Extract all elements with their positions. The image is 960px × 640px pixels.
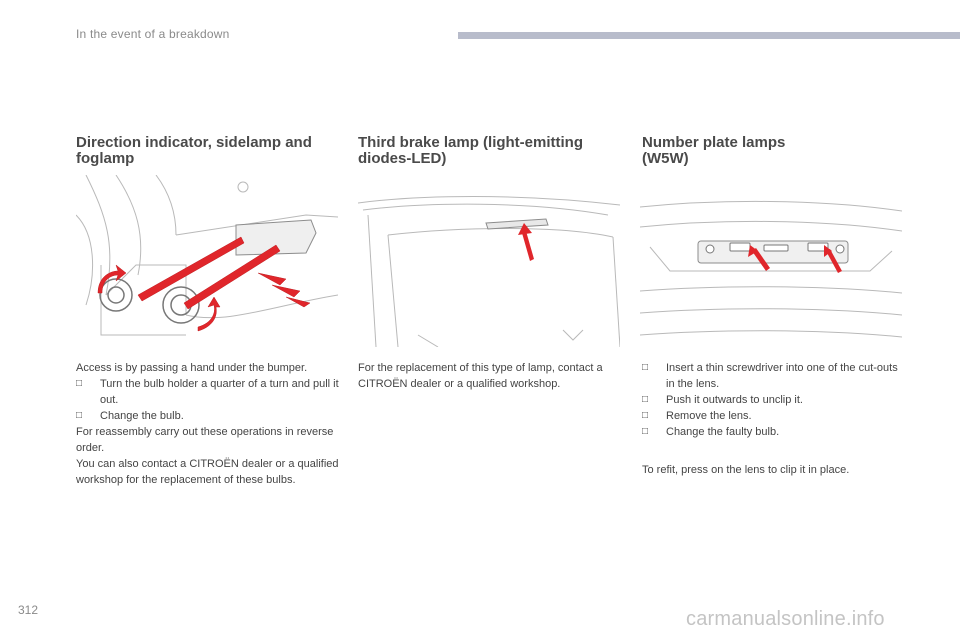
section-title — [642, 135, 907, 167]
bullet-item — [76, 408, 341, 424]
figure-third-brake-lamp — [358, 175, 620, 347]
bullet-item — [642, 424, 907, 440]
intro-paragraph: Access is by passing a hand under the bumper. — [76, 362, 308, 374]
bullet-square-icon: □ — [76, 378, 83, 389]
header-bar — [458, 32, 960, 39]
section-third-brake-lamp — [358, 135, 623, 167]
page-number: 312 — [18, 603, 39, 617]
section-title-line1: Third brake lamp (light-emitting — [358, 134, 584, 151]
header-title: In the event of a breakdown — [76, 27, 230, 41]
bumper-illustration — [76, 175, 338, 347]
bullet-text: Remove the lens. — [666, 410, 752, 422]
bullet-text: Change the faulty bulb. — [666, 426, 780, 438]
figure-number-plate-lamps — [640, 175, 902, 347]
paragraph: For reassembly carry out these operations in reverse order. — [76, 426, 334, 454]
bullet-square-icon: □ — [642, 426, 649, 437]
bullet-square-icon: □ — [642, 410, 649, 421]
section-direction-indicator-text — [76, 360, 341, 488]
paragraph: To refit, press on the lens to clip it in place. — [642, 464, 850, 476]
red-arrow-icons — [98, 237, 310, 331]
bullet-square-icon: □ — [76, 410, 83, 421]
section-third-brake-lamp-text — [358, 360, 623, 392]
paragraph: You can also contact a CITROËN dealer or a qualified workshop for the replacement of these bulbs. — [76, 458, 339, 486]
number-plate-illustration — [640, 175, 902, 347]
bullet-item — [642, 360, 907, 392]
section-number-plate-lamps-text — [642, 360, 907, 478]
bullet-square-icon: □ — [642, 362, 649, 373]
section-title — [358, 135, 623, 167]
section-title-line2: diodes-LED) — [358, 150, 447, 167]
bullet-item — [642, 392, 907, 408]
watermark: carmanualsonline.info — [686, 608, 885, 630]
figure-bumper-bulb-holder — [76, 175, 338, 347]
section-title-line1: Number plate lamps — [642, 134, 786, 151]
bullet-square-icon: □ — [642, 394, 649, 405]
paragraph: For the replacement of this type of lamp, contact a CITROËN dealer or a qualified workshop. — [358, 362, 603, 390]
bullet-item — [642, 408, 907, 424]
section-direction-indicator — [76, 135, 341, 167]
bullet-text: Insert a thin screwdriver into one of the cut-outs in the lens. — [666, 362, 898, 390]
section-title — [76, 135, 341, 167]
section-title-line2: foglamp — [76, 150, 135, 167]
bullet-text: Turn the bulb holder a quarter of a turn and pull it out. — [100, 378, 339, 406]
bullet-text: Change the bulb. — [100, 410, 184, 422]
section-title-line2: (W5W) — [642, 150, 689, 167]
section-number-plate-lamps — [642, 135, 907, 167]
tailgate-illustration — [358, 175, 620, 347]
bullet-text: Push it outwards to unclip it. — [666, 394, 803, 406]
section-title-line1: Direction indicator, sidelamp and — [76, 134, 312, 151]
bullet-item — [76, 376, 341, 408]
